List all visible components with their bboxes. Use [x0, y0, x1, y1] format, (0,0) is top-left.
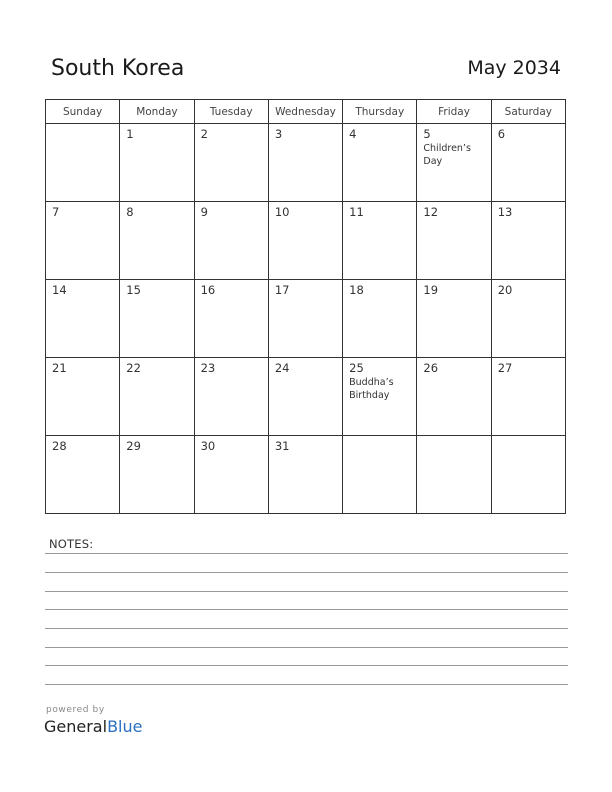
day-cell — [194, 124, 268, 202]
day-cell — [343, 124, 417, 202]
day-number: 12 — [423, 205, 439, 219]
weekday-saturday: Saturday — [491, 100, 565, 124]
day-number: 7 — [52, 205, 60, 219]
generalblue-logo — [44, 717, 142, 736]
day-number: 17 — [274, 283, 290, 297]
day-number: 2 — [200, 127, 208, 141]
day-number: 26 — [423, 361, 439, 375]
day-cell — [417, 202, 491, 280]
day-cell — [46, 436, 120, 514]
note-line — [45, 609, 568, 610]
day-cell — [194, 280, 268, 358]
weekday-thursday: Thursday — [343, 100, 417, 124]
note-line — [45, 665, 568, 666]
day-number: 19 — [423, 283, 439, 297]
day-cell — [120, 202, 194, 280]
weekday-friday: Friday — [417, 100, 491, 124]
day-number: 23 — [200, 361, 216, 375]
day-cell — [120, 280, 194, 358]
day-number: 11 — [349, 205, 364, 219]
day-cell — [268, 202, 342, 280]
day-number: 8 — [126, 205, 134, 219]
holiday-event: Buddha’s Birthday — [349, 377, 394, 401]
day-cell — [491, 358, 565, 436]
day-number: 22 — [126, 361, 141, 375]
day-number: 28 — [52, 439, 67, 453]
weekday-wednesday: Wednesday — [268, 100, 342, 124]
week-row — [46, 124, 566, 202]
holiday-event: Children’s Day — [423, 143, 471, 167]
day-cell — [194, 358, 268, 436]
day-number: 10 — [274, 205, 290, 219]
day-cell — [46, 358, 120, 436]
day-cell — [491, 202, 565, 280]
day-cell — [194, 202, 268, 280]
note-line — [45, 572, 568, 573]
day-number: 29 — [126, 439, 141, 453]
note-line — [45, 591, 568, 592]
weekday-sunday: Sunday — [46, 100, 120, 124]
week-row — [46, 436, 566, 514]
day-number: 1 — [126, 127, 134, 141]
day-number: 9 — [200, 205, 208, 219]
day-number: 13 — [497, 205, 513, 219]
country-title: South Korea — [51, 56, 185, 81]
day-cell — [491, 124, 565, 202]
day-number: 20 — [497, 283, 513, 297]
day-number: 30 — [200, 439, 216, 453]
day-number: 24 — [274, 361, 290, 375]
day-cell — [120, 124, 194, 202]
day-number: 15 — [126, 283, 141, 297]
day-cell — [417, 436, 491, 514]
calendar-grid — [45, 99, 566, 514]
day-cell — [194, 436, 268, 514]
powered-by-text: powered by — [46, 705, 105, 715]
day-number: 3 — [274, 127, 283, 141]
day-cell — [268, 436, 342, 514]
day-number: 27 — [497, 361, 513, 375]
day-cell — [343, 358, 417, 436]
day-number: 18 — [349, 283, 364, 297]
day-cell — [46, 202, 120, 280]
day-cell — [46, 280, 120, 358]
day-cell — [491, 436, 565, 514]
day-cell — [417, 358, 491, 436]
day-number: 21 — [52, 361, 67, 375]
week-row — [46, 358, 566, 436]
day-number: 4 — [349, 127, 357, 141]
day-number: 6 — [497, 127, 506, 141]
note-line — [45, 647, 568, 648]
day-cell — [46, 124, 120, 202]
note-line — [45, 684, 568, 685]
day-cell — [491, 280, 565, 358]
day-cell — [343, 202, 417, 280]
note-line — [45, 628, 568, 629]
day-number: 5 — [423, 127, 431, 141]
weekday-tuesday: Tuesday — [194, 100, 268, 124]
brand-general: General — [44, 717, 108, 736]
day-cell — [120, 436, 194, 514]
day-cell — [417, 280, 491, 358]
month-year-title: May 2034 — [467, 57, 561, 79]
note-line — [45, 553, 568, 554]
week-row — [46, 280, 566, 358]
weekday-header-row — [46, 100, 566, 124]
weekday-monday: Monday — [120, 100, 194, 124]
notes-label: NOTES: — [49, 537, 94, 551]
day-number: 25 — [349, 361, 364, 375]
day-cell — [268, 358, 342, 436]
day-cell — [343, 280, 417, 358]
day-cell — [268, 280, 342, 358]
day-number: 14 — [52, 283, 67, 297]
day-cell — [343, 436, 417, 514]
day-cell — [268, 124, 342, 202]
day-cell — [417, 124, 491, 202]
week-row — [46, 202, 566, 280]
brand-blue: Blue — [107, 717, 143, 736]
day-number: 31 — [274, 439, 290, 453]
day-number: 16 — [200, 283, 216, 297]
day-cell — [120, 358, 194, 436]
